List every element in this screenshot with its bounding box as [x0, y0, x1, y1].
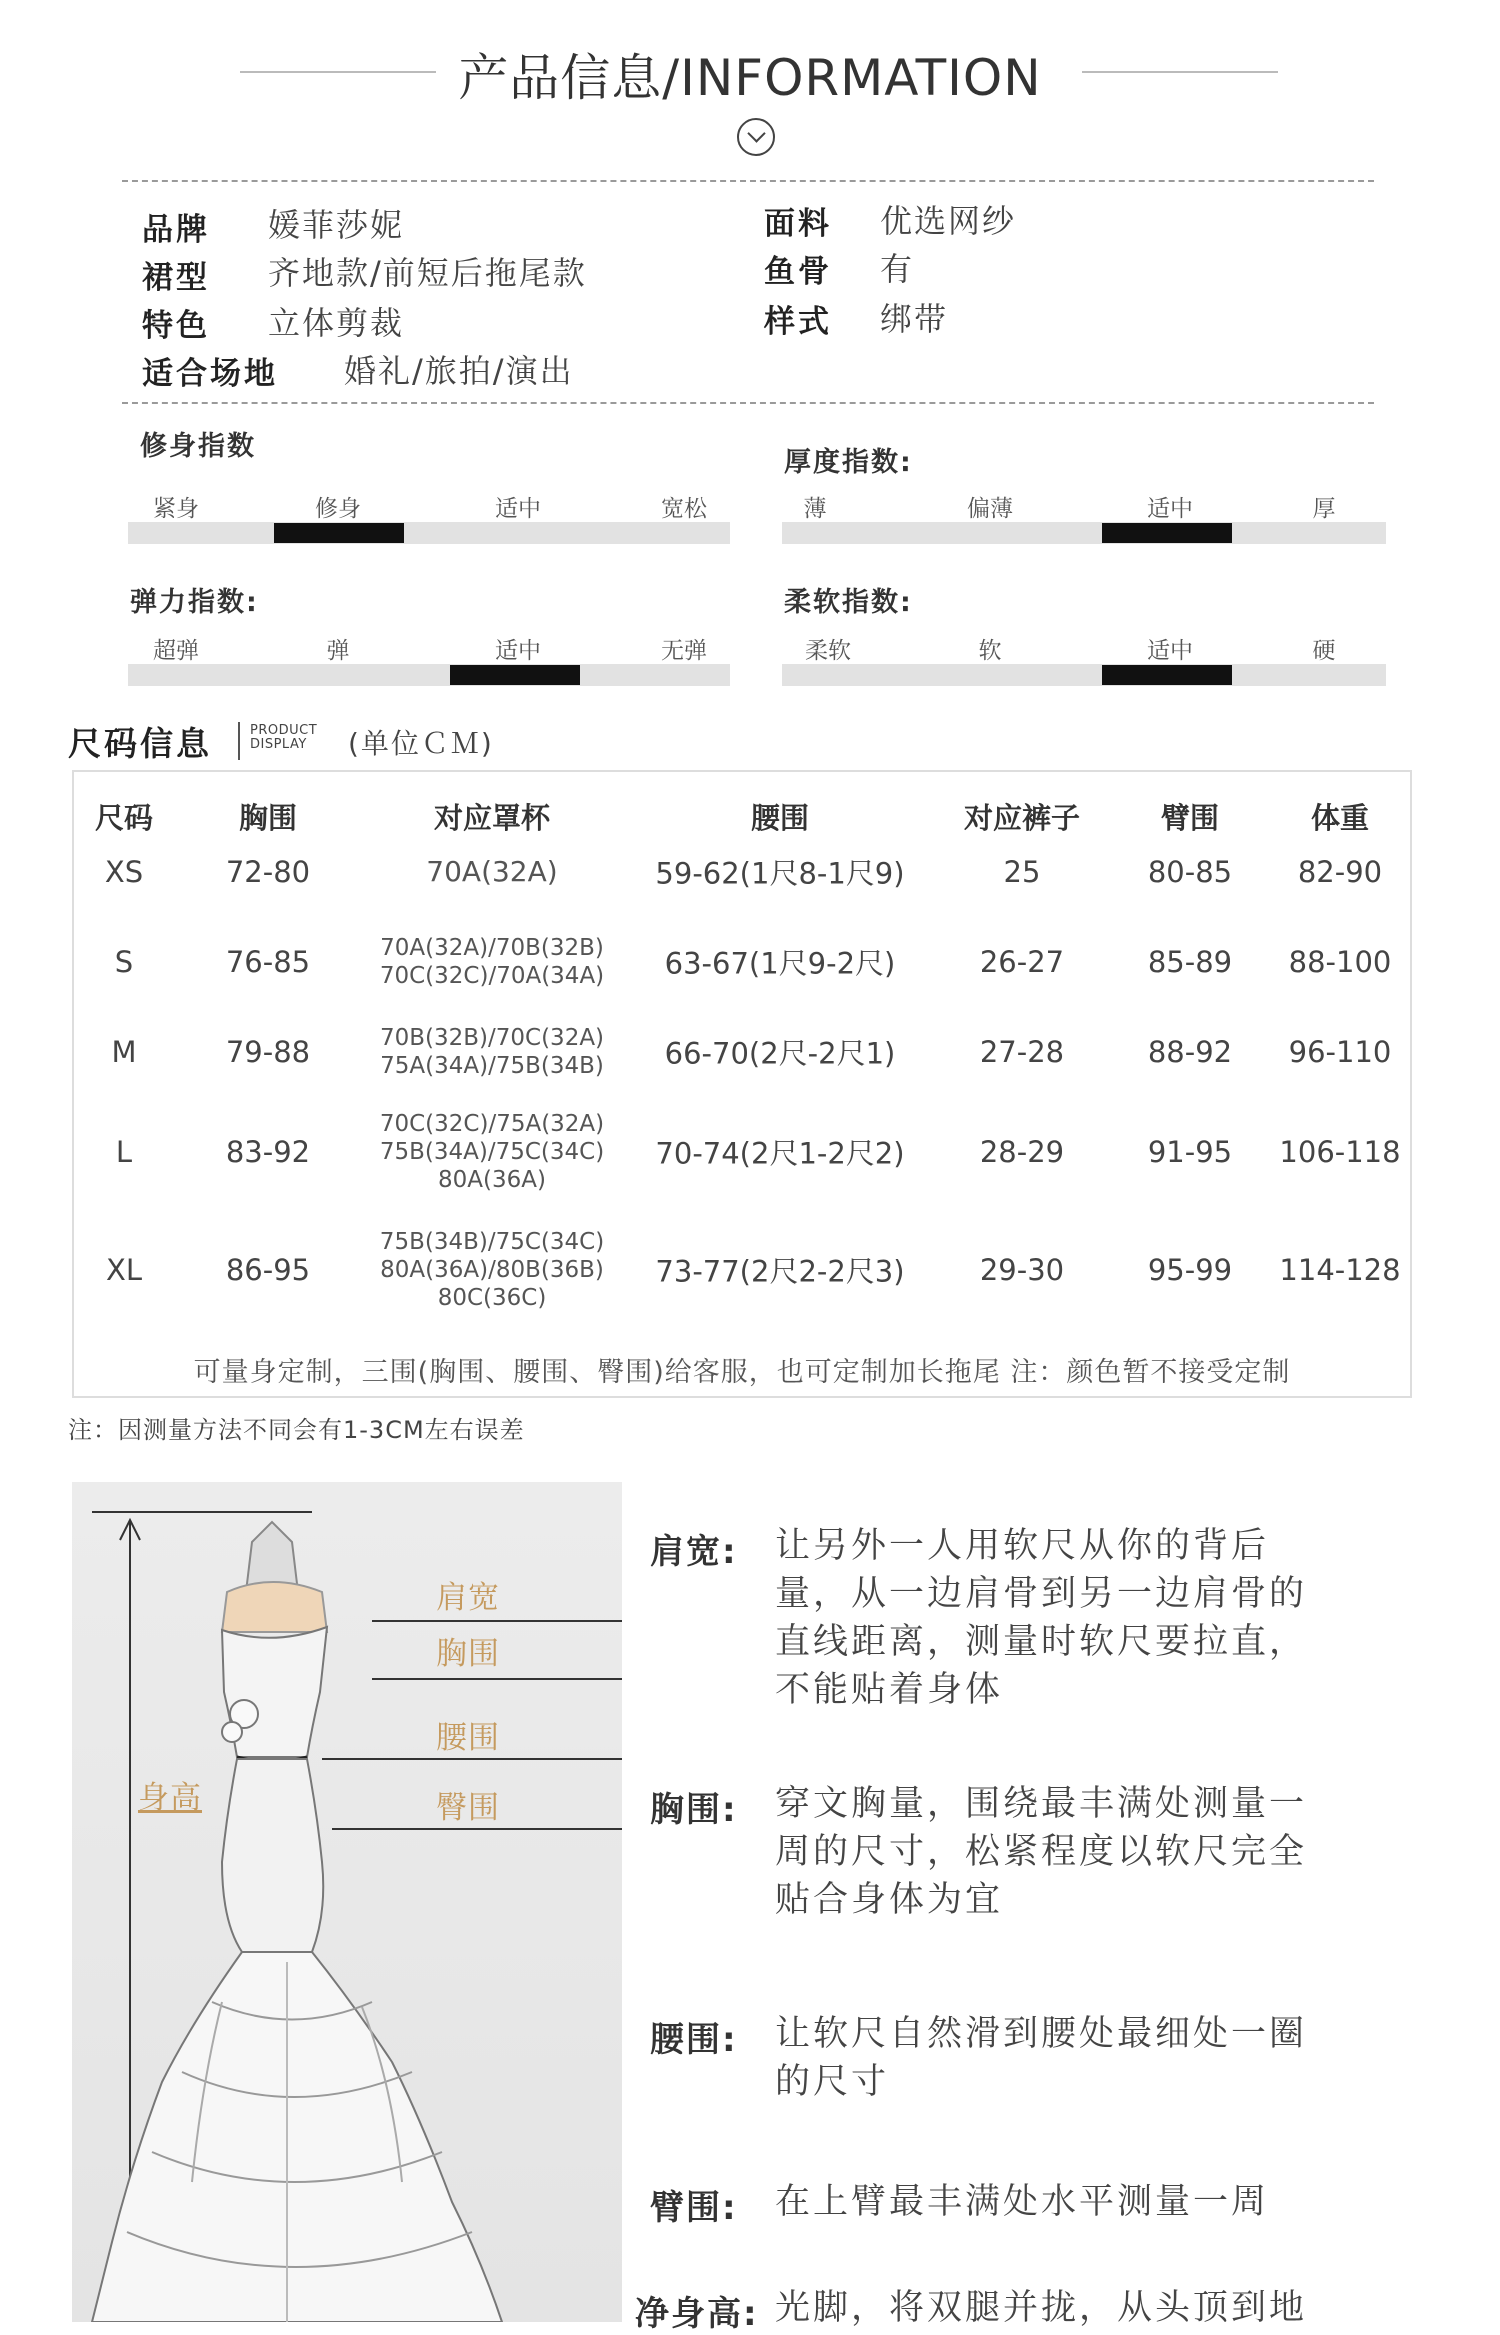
measure-label-height: 净身高:	[635, 2294, 759, 2334]
cup-line: 70A(32A)/70B(32B)	[380, 935, 604, 961]
label-waist: 腰围	[436, 1720, 500, 1756]
info-label-skirt-type: 裙型	[142, 260, 210, 296]
scale-label: 软	[978, 638, 1002, 664]
table-cell-weight: 82-90	[1297, 855, 1383, 889]
product-display-line: DISPLAY	[250, 737, 307, 752]
label-shoulder: 肩宽	[436, 1580, 500, 1616]
table-cell-waist: 59-62(1尺8-1尺9)	[655, 856, 905, 891]
scale-label: 宽松	[661, 496, 707, 522]
product-display-line: PRODUCT	[250, 723, 318, 738]
pointer-hip	[332, 1828, 622, 1830]
table-header: 对应裤子	[963, 801, 1081, 835]
info-value-skirt-type: 齐地款/前短后拖尾款	[268, 254, 587, 292]
cup-line: 80A(36A)	[438, 1167, 546, 1193]
info-label-occasion: 适合场地	[142, 356, 278, 392]
table-cell-pants: 25	[1003, 855, 1041, 889]
title-right-line	[1082, 71, 1278, 73]
cup-line: 70C(32C)/70A(34A)	[379, 963, 605, 989]
unit-label: (单位ＣＭ)	[348, 727, 494, 760]
scale-label: 超弹	[153, 638, 199, 664]
table-cell-pants: 29-30	[979, 1253, 1065, 1287]
table-cell-bust: 79-88	[225, 1035, 311, 1069]
table-cell-pants: 26-27	[979, 945, 1065, 979]
table-cell-waist: 73-77(2尺2-2尺3)	[655, 1254, 905, 1289]
divider-middle	[122, 402, 1374, 404]
table-cell-bust: 72-80	[225, 855, 311, 889]
label-bust: 胸围	[436, 1636, 500, 1672]
table-cell-cup	[380, 1024, 604, 1080]
measure-line: 的尺寸	[775, 2062, 890, 2102]
table-cell-weight: 114-128	[1279, 1253, 1401, 1287]
table-cell-weight: 88-100	[1288, 945, 1392, 979]
cup-line: 80C(36C)	[437, 1285, 547, 1311]
size-title-divider	[238, 722, 240, 760]
label-hip: 臀围	[436, 1790, 500, 1826]
measure-label-waist: 腰围:	[650, 2020, 738, 2060]
divider-top	[122, 180, 1374, 182]
table-header: 胸围	[238, 801, 298, 835]
scale-label: 薄	[803, 496, 827, 522]
index-marker-fit	[274, 523, 404, 543]
index-title-thickness: 厚度指数:	[784, 447, 913, 478]
dress-illustration	[72, 1482, 622, 2322]
info-value-brand: 媛菲莎妮	[268, 206, 405, 244]
index-title-elasticity: 弹力指数:	[130, 587, 259, 618]
table-cell-cup	[426, 855, 558, 888]
table-cell-arm: 91-95	[1147, 1135, 1233, 1169]
pointer-waist	[322, 1758, 622, 1760]
pointer-shoulder	[372, 1620, 622, 1622]
measure-line: 在上臂最丰满处水平测量一周	[775, 2182, 1270, 2222]
chevron-down-icon	[737, 118, 775, 156]
info-label-boning: 鱼骨	[764, 254, 832, 290]
info-value-occasion: 婚礼/旅拍/演出	[344, 352, 574, 390]
measure-line: 直线距离，测量时软尺要拉直，	[775, 1622, 1308, 1662]
scale-label: 弹	[326, 638, 350, 664]
table-cell-arm: 88-92	[1147, 1035, 1233, 1069]
measure-text-waist	[775, 2010, 1355, 2106]
table-cell-waist: 66-70(2尺-2尺1)	[664, 1036, 896, 1071]
table-cell-waist: 63-67(1尺9-2尺)	[664, 946, 896, 981]
cup-line: 75B(34A)/75C(34C)	[379, 1139, 605, 1165]
index-track-elasticity	[128, 664, 730, 686]
table-cell-size: M	[111, 1035, 137, 1069]
index-title-fit: 修身指数	[140, 431, 256, 462]
table-header: 体重	[1310, 801, 1370, 835]
table-header: 臂围	[1160, 801, 1220, 835]
cup-line: 70A(32A)	[426, 855, 558, 888]
index-track-thickness	[782, 522, 1386, 544]
measure-line: 贴合身体为宜	[775, 1880, 1004, 1920]
info-label-feature: 特色	[142, 308, 210, 344]
table-cell-cup	[380, 1228, 604, 1312]
measure-line: 光脚，将双腿并拢，从头顶到地	[775, 2288, 1308, 2328]
table-header: 腰围	[750, 801, 810, 835]
index-marker-thickness	[1102, 523, 1232, 543]
cup-line: 80A(36A)/80B(36B)	[380, 1257, 604, 1283]
table-cell-bust: 86-95	[225, 1253, 311, 1287]
cup-line: 70C(32C)/75A(32A)	[379, 1111, 605, 1137]
scale-label: 适中	[495, 496, 541, 522]
measure-label-arm: 臂围:	[650, 2188, 738, 2228]
cup-line: 70B(32B)/70C(32A)	[379, 1025, 605, 1051]
measure-text-height	[775, 2284, 1355, 2332]
table-cell-arm: 80-85	[1147, 855, 1233, 889]
measure-text-bust	[775, 1780, 1355, 1924]
measure-line: 穿文胸量，围绕最丰满处测量一	[775, 1784, 1308, 1824]
size-section-title: 尺码信息	[68, 724, 212, 763]
table-cell-size: XL	[105, 1253, 143, 1287]
info-value-style: 绑带	[880, 300, 949, 338]
table-cell-arm: 95-99	[1147, 1253, 1233, 1287]
index-track-fit	[128, 522, 730, 544]
pointer-bust	[372, 1678, 622, 1680]
scale-label: 修身	[315, 496, 361, 522]
info-label-fabric: 面料	[764, 206, 832, 242]
measure-label-bust: 胸围:	[650, 1790, 738, 1830]
measure-text-shoulder	[775, 1522, 1355, 1714]
product-display-tag	[250, 724, 317, 752]
table-footnote: 可量身定制，三围(胸围、腰围、臀围)给客服，也可定制加长拖尾 注：颜色暂不接受定制	[193, 1357, 1291, 1388]
table-cell-arm: 85-89	[1147, 945, 1233, 979]
info-label-brand: 品牌	[142, 212, 210, 248]
table-cell-bust: 76-85	[225, 945, 311, 979]
table-cell-pants: 28-29	[979, 1135, 1065, 1169]
info-value-fabric: 优选网纱	[880, 202, 1017, 240]
measure-line: 让软尺自然滑到腰处最细处一圈	[775, 2014, 1308, 2054]
table-cell-waist: 70-74(2尺1-2尺2)	[655, 1136, 905, 1171]
scale-label: 厚	[1312, 496, 1336, 522]
scale-label: 适中	[495, 638, 541, 664]
scale-label: 适中	[1147, 638, 1193, 664]
measure-line: 不能贴着身体	[775, 1670, 1004, 1710]
cup-line: 75B(34B)/75C(34C)	[379, 1229, 605, 1255]
index-track-softness	[782, 664, 1386, 686]
info-value-boning: 有	[880, 250, 915, 288]
table-cell-weight: 96-110	[1288, 1035, 1392, 1069]
scale-label: 适中	[1147, 496, 1193, 522]
scale-label: 硬	[1312, 638, 1336, 664]
cup-line: 75A(34A)/75B(34B)	[380, 1053, 604, 1079]
label-height: 身高	[138, 1780, 202, 1816]
index-marker-elasticity	[450, 665, 580, 685]
scale-label: 偏薄	[967, 496, 1013, 522]
table-cell-weight: 106-118	[1279, 1135, 1401, 1169]
table-cell-pants: 27-28	[979, 1035, 1065, 1069]
scale-label: 柔软	[805, 638, 851, 664]
table-cell-size: XS	[104, 855, 144, 889]
measure-label-shoulder: 肩宽:	[650, 1532, 738, 1572]
info-label-style: 样式	[764, 304, 832, 340]
table-header: 对应罩杯	[433, 801, 551, 835]
measure-text-arm	[775, 2178, 1355, 2226]
measure-line: 量，从一边肩骨到另一边肩骨的	[775, 1574, 1308, 1614]
measurement-error-note: 注：因测量方法不同会有1-3CM左右误差	[68, 1416, 525, 1444]
scale-label: 紧身	[153, 496, 199, 522]
dress-sketch	[72, 1482, 622, 2322]
info-value-feature: 立体剪裁	[268, 304, 405, 342]
measure-line: 让另外一人用软尺从你的背后	[775, 1526, 1270, 1566]
table-cell-bust: 83-92	[225, 1135, 311, 1169]
table-header: 尺码	[94, 801, 154, 835]
table-cell-size: S	[114, 945, 134, 979]
index-marker-softness	[1102, 665, 1232, 685]
scale-label: 无弹	[661, 638, 707, 664]
table-cell-cup	[380, 1110, 604, 1194]
table-cell-size: L	[115, 1135, 133, 1169]
page-title: 产品信息/INFORMATION	[458, 49, 1042, 107]
table-cell-cup	[380, 934, 604, 990]
measure-line: 周的尺寸，松紧程度以软尺完全	[775, 1832, 1308, 1872]
index-title-softness: 柔软指数:	[784, 587, 913, 618]
